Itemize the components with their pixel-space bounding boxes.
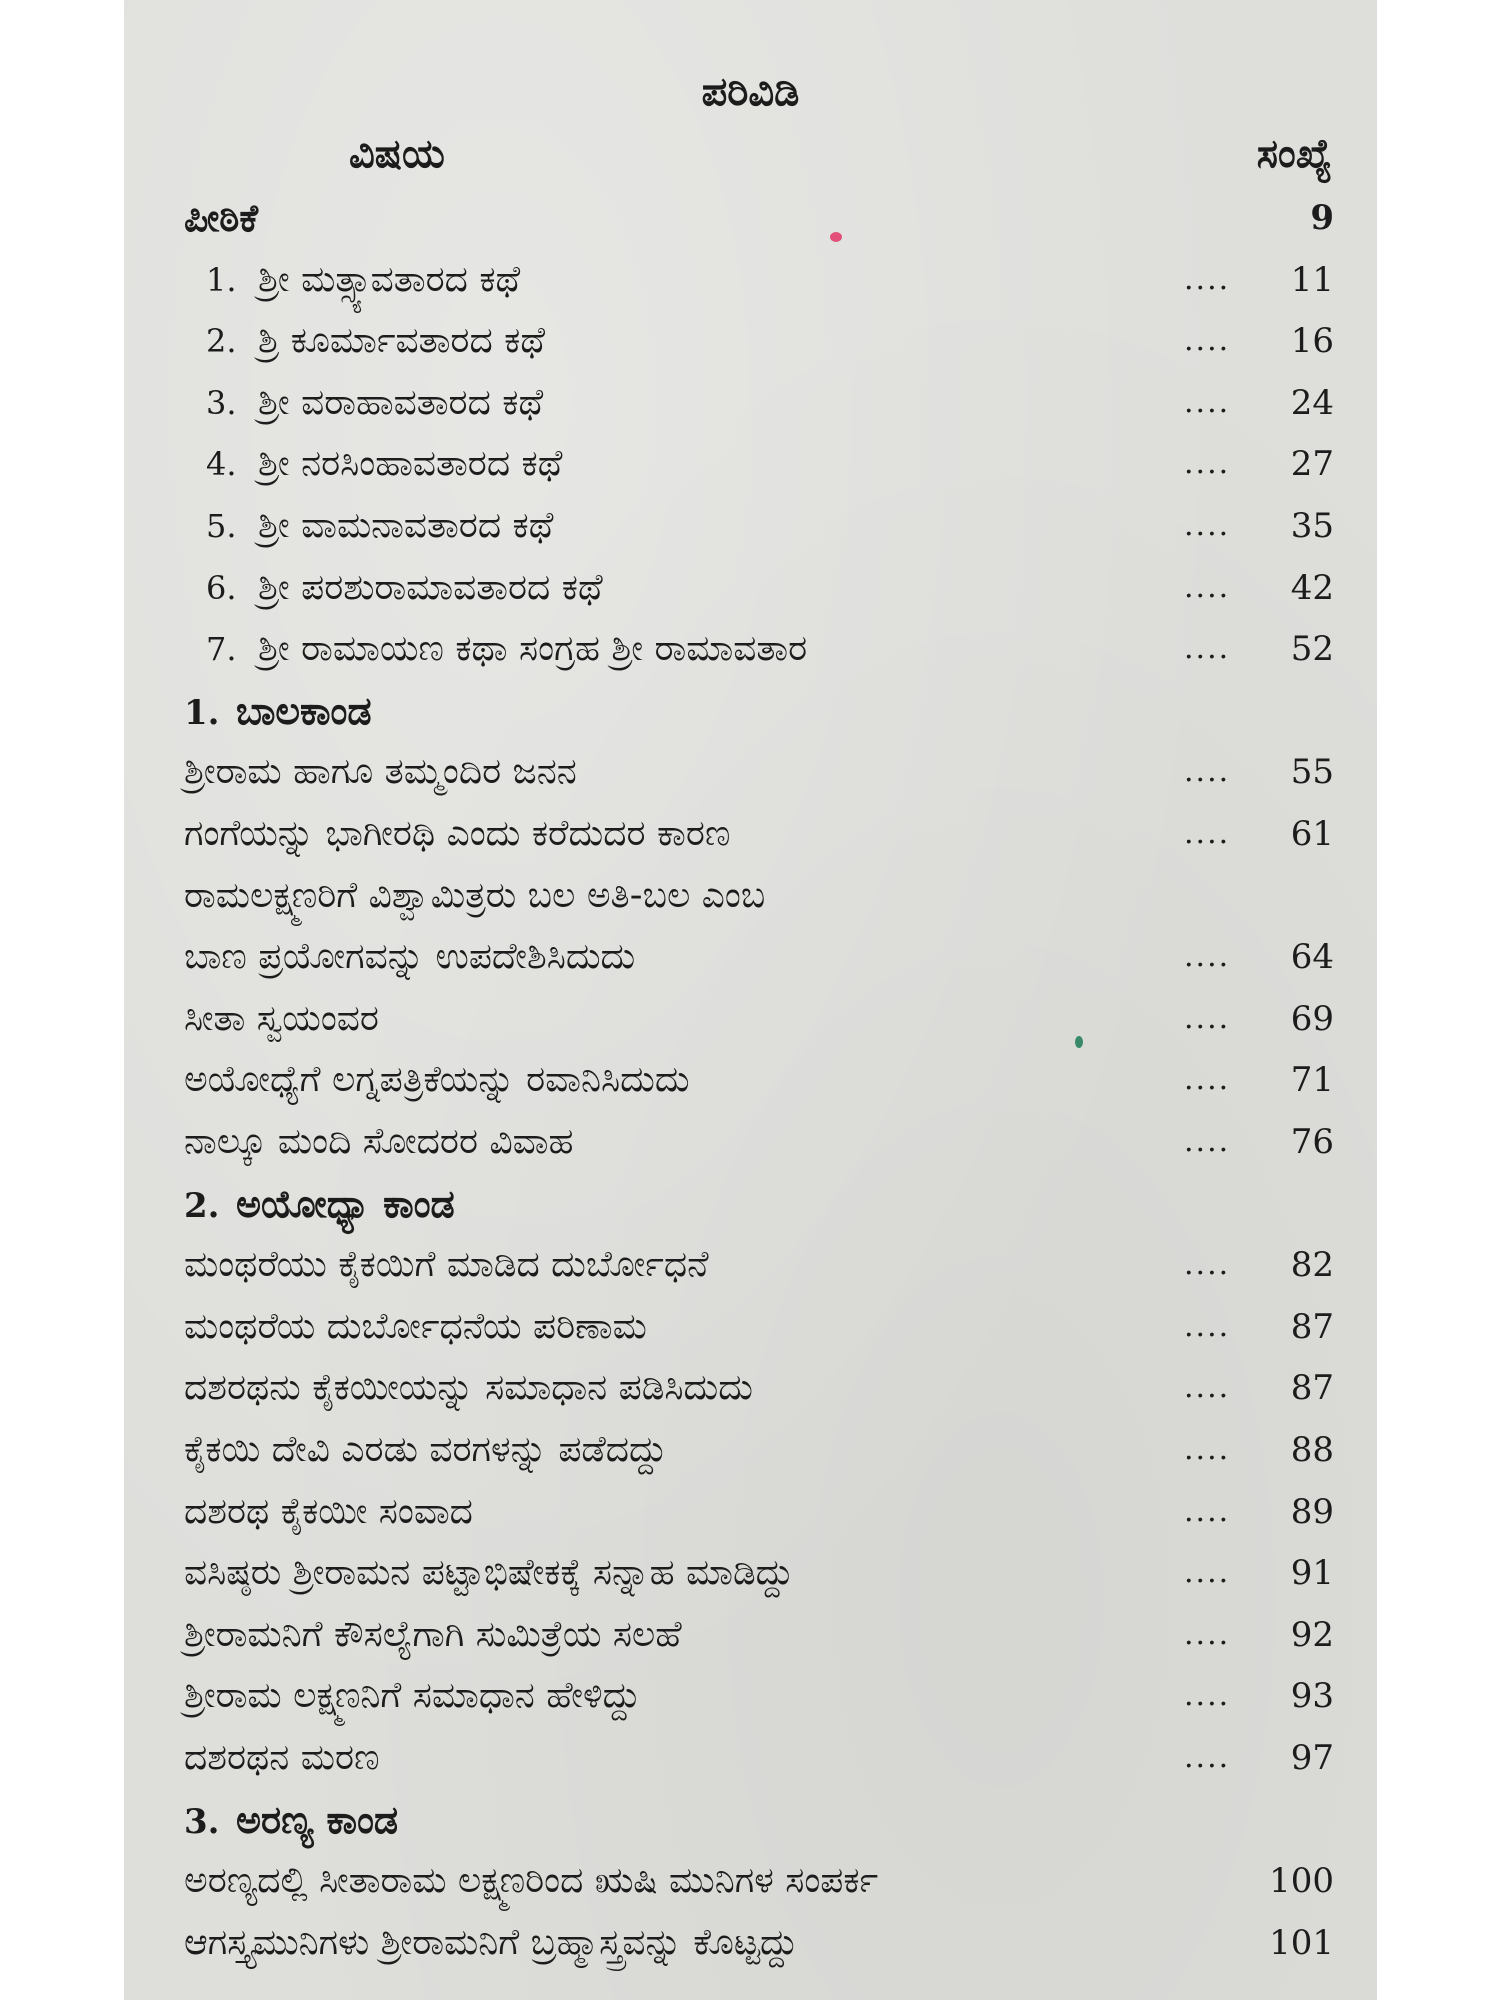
entry-title: ಬಾಲಕಾಂಡ [236, 688, 372, 733]
entry-title: ಶ್ರೀ ವರಾಹಾವತಾರದ ಕಥೆ [258, 381, 544, 423]
leader-dots: .... [1184, 1493, 1231, 1529]
leader-dots: .... [1184, 631, 1231, 667]
leader-dots: .... [1184, 1370, 1231, 1406]
leader-dots: .... [1184, 1555, 1231, 1591]
toc-entry-row [206, 375, 1334, 431]
section-heading-row [184, 1176, 1334, 1232]
toc-entry-row [184, 1360, 1334, 1416]
entry-page-number: 42 [1290, 567, 1334, 608]
entry-number: 4. [206, 445, 237, 484]
toc-entry-row [184, 1915, 1334, 1971]
entry-page-number: 91 [1290, 1553, 1334, 1594]
subject-column-header: ವಿಷಯ [349, 131, 445, 177]
entry-title: ಅರಣ್ಯದಲ್ಲಿ ಸೀತಾರಾಮ ಲಕ್ಷ್ಮಣರಿಂದ ಋಷಿ ಮುನಿಗಳ ಸಂಪರ್ಕ [184, 1860, 879, 1902]
entry-title: ಶ್ರೀರಾಮ ಲಕ್ಷ್ಮಣನಿಗೆ ಸಮಾಧಾನ ಹೇಳಿದ್ದು [184, 1675, 641, 1717]
page-title: ಪರಿವಿಡಿ [701, 69, 800, 115]
leader-dots: .... [1184, 323, 1231, 359]
entry-page-number: 55 [1290, 752, 1334, 793]
entry-page-number: 82 [1290, 1245, 1334, 1286]
toc-entry-row [184, 1853, 1334, 1909]
entry-title: ನಾಲ್ಕೂ ಮಂದಿ ಸೋದರರ ವಿವಾಹ [184, 1121, 574, 1162]
section-heading-row [184, 683, 1334, 739]
entry-number: 1. [184, 692, 220, 733]
entry-number: 5. [206, 507, 237, 545]
toc-entry-row [184, 1545, 1334, 1601]
entry-title: ವಸಿಷ್ಠರು ಶ್ರೀರಾಮನ ಪಟ್ಟಾಭಿಷೇಕಕ್ಕೆ ಸನ್ನಾಹ ಮಾಡಿದ್ದು [184, 1552, 794, 1594]
leader-dots: .... [1184, 1432, 1231, 1467]
entry-title: ಅರಣ್ಯ ಕಾಂಡ [236, 1797, 399, 1842]
entry-page-number: 27 [1290, 444, 1334, 485]
entry-number: 2. [184, 1185, 220, 1226]
ink-speck [830, 232, 842, 242]
entry-page-number: 101 [1269, 1922, 1334, 1963]
entry-page-number: 69 [1290, 998, 1334, 1039]
toc-entry-row [184, 806, 1334, 862]
toc-entry-row [184, 1730, 1334, 1786]
number-column-header: ಸಂಖ್ಯೆ [1256, 131, 1332, 177]
entry-title: ಅಯೋಧ್ಯಾ ಕಾಂಡ [236, 1181, 455, 1226]
toc-entry-row [206, 313, 1334, 369]
toc-entry-row [206, 252, 1334, 308]
entry-page-number: 9 [1310, 198, 1334, 238]
entry-title: ದಶರಥ ಕೈಕಯೀ ಸಂವಾದ [184, 1490, 473, 1532]
leader-dots: .... [1184, 384, 1231, 420]
leader-dots: .... [1184, 1308, 1231, 1344]
entry-title: ಶ್ರೀ ನರಸಿಂಹಾವತಾರದ ಕಥೆ [258, 443, 563, 485]
entry-title: ಶ್ರೀರಾಮನಿಗೆ ಕೌಸಲ್ಯೆಗಾಗಿ ಸುಮಿತ್ರೆಯ ಸಲಹೆ [184, 1613, 682, 1655]
entry-number: 7. [206, 630, 237, 669]
entry-title: ಅಯೋಧ್ಯೆಗೆ ಲಗ್ನಪತ್ರಿಕೆಯನ್ನು ರವಾನಿಸಿದುದು [184, 1059, 690, 1101]
toc-entry-row [184, 1668, 1334, 1724]
entry-page-number: 89 [1290, 1491, 1334, 1532]
toc-entry-row [184, 1114, 1334, 1170]
leader-dots: .... [1184, 816, 1231, 851]
leader-dots: .... [1184, 569, 1231, 605]
entry-title: ಶ್ರೀ ವಾಮನಾವತಾರದ ಕಥೆ [258, 505, 554, 546]
entry-title: ದಶರಥನು ಕೈಕಯೀಯನ್ನು ಸಮಾಧಾನ ಪಡಿಸಿದುದು [184, 1367, 753, 1409]
entry-title: ಬಾಣ ಪ್ರಯೋಗವನ್ನು ಉಪದೇಶಿಸಿದುದು [184, 936, 636, 978]
entry-page-number: 16 [1290, 321, 1334, 362]
toc-entry-row [206, 560, 1334, 616]
toc-entry-row [184, 1422, 1334, 1478]
toc-entry-row [184, 929, 1334, 985]
entry-title: ಸೀತಾ ಸ್ವಯಂವರ [184, 997, 379, 1039]
leader-dots: .... [1184, 1740, 1231, 1775]
leader-dots: .... [1184, 261, 1231, 297]
toc-entry-row [206, 436, 1334, 492]
entry-page-number: 35 [1290, 506, 1334, 546]
entry-page-number: 76 [1290, 1122, 1334, 1162]
leader-dots: .... [1184, 446, 1231, 482]
entry-title: ಶ್ರೀರಾಮ ಹಾಗೂ ತಮ್ಮಂದಿರ ಜನನ [184, 751, 577, 793]
toc-entry-row [184, 1237, 1334, 1293]
entry-number: 3. [206, 383, 237, 422]
toc-entry-row [184, 1607, 1334, 1663]
toc-entry-row [184, 1052, 1334, 1108]
book-page [124, 0, 1377, 2000]
entry-title: ರಾಮಲಕ್ಷ್ಮಣರಿಗೆ ವಿಶ್ವಾಮಿತ್ರರು ಬಲ ಅತಿ-ಬಲ ಎಂಬ [184, 874, 766, 916]
entry-page-number: 93 [1290, 1676, 1334, 1717]
entry-number: 2. [206, 322, 237, 361]
toc-entry-row [184, 1484, 1334, 1540]
toc-entry-row [184, 868, 1334, 924]
entry-number: 3. [184, 1801, 220, 1842]
leader-dots: .... [1184, 1062, 1231, 1098]
leader-dots: .... [1184, 1616, 1231, 1652]
leader-dots: .... [1184, 1124, 1231, 1159]
entry-number: 6. [206, 568, 237, 607]
ink-speck [1075, 1036, 1083, 1048]
entry-page-number: 11 [1290, 259, 1334, 300]
leader-dots: .... [1184, 754, 1231, 790]
entry-page-number: 100 [1269, 1861, 1334, 1902]
entry-title: ಪೀಠಿಕೆ [184, 196, 258, 240]
leader-dots: .... [1184, 1247, 1231, 1283]
entry-title: ಶ್ರಿ ಕೂರ್ಮಾವತಾರದ ಕಥೆ [258, 320, 546, 362]
leader-dots: .... [1184, 508, 1231, 543]
toc-entry-row [184, 1299, 1334, 1355]
entry-page-number: 87 [1290, 1306, 1334, 1347]
entry-page-number: 64 [1290, 937, 1334, 978]
entry-number: 1. [206, 260, 237, 299]
toc-entry-row [206, 498, 1334, 554]
toc-entry-row [184, 744, 1334, 800]
section-heading-row [184, 190, 1334, 246]
entry-title: ಮಂಥರೆಯ ದುರ್ಬೋಧನೆಯ ಪರಿಣಾಮ [184, 1305, 647, 1347]
entry-title: ಕೈಕಯಿ ದೇವಿ ಎರಡು ವರಗಳನ್ನು ಪಡೆದದ್ದು [184, 1429, 668, 1470]
entry-page-number: 52 [1290, 629, 1334, 670]
entry-page-number: 87 [1290, 1368, 1334, 1409]
entry-title: ಶ್ರೀ ಪರಶುರಾಮಾವತಾರದ ಕಥೆ [258, 566, 603, 608]
entry-page-number: 92 [1290, 1614, 1334, 1655]
entry-title: ದಶರಥನ ಮರಣ [184, 1737, 380, 1778]
leader-dots: .... [1184, 939, 1231, 975]
entry-page-number: 71 [1290, 1060, 1334, 1101]
entry-title: ಶ್ರೀ ಮತ್ಸ್ಯಾವತಾರದ ಕಥೆ [258, 258, 521, 300]
entry-page-number: 88 [1290, 1430, 1334, 1470]
leader-dots: .... [1184, 1000, 1231, 1036]
entry-title: ಗಂಗೆಯನ್ನು ಭಾಗೀರಥಿ ಎಂದು ಕರೆದುದರ ಕಾರಣ [184, 813, 731, 854]
leader-dots: .... [1184, 1678, 1231, 1714]
entry-page-number: 61 [1290, 814, 1334, 854]
entry-title: ಆಗಸ್ತ್ಯಮುನಿಗಳು ಶ್ರೀರಾಮನಿಗೆ ಬ್ರಹ್ಮಾಸ್ತ್ರವನ್ನು ಕೊಟ್ಟದ್ದು [184, 1921, 798, 1963]
entry-title: ಶ್ರೀ ರಾಮಾಯಣ ಕಥಾ ಸಂಗ್ರಹ ಶ್ರೀ ರಾಮಾವತಾರ [258, 628, 808, 670]
entry-title: ಮಂಥರೆಯು ಕೈಕಯಿಗೆ ಮಾಡಿದ ದುರ್ಬೋಧನೆ [184, 1244, 709, 1286]
section-heading-row [184, 1792, 1334, 1848]
entry-page-number: 24 [1290, 382, 1334, 423]
toc-entry-row [184, 991, 1334, 1047]
entry-page-number: 97 [1290, 1738, 1334, 1778]
toc-entry-row [206, 621, 1334, 677]
